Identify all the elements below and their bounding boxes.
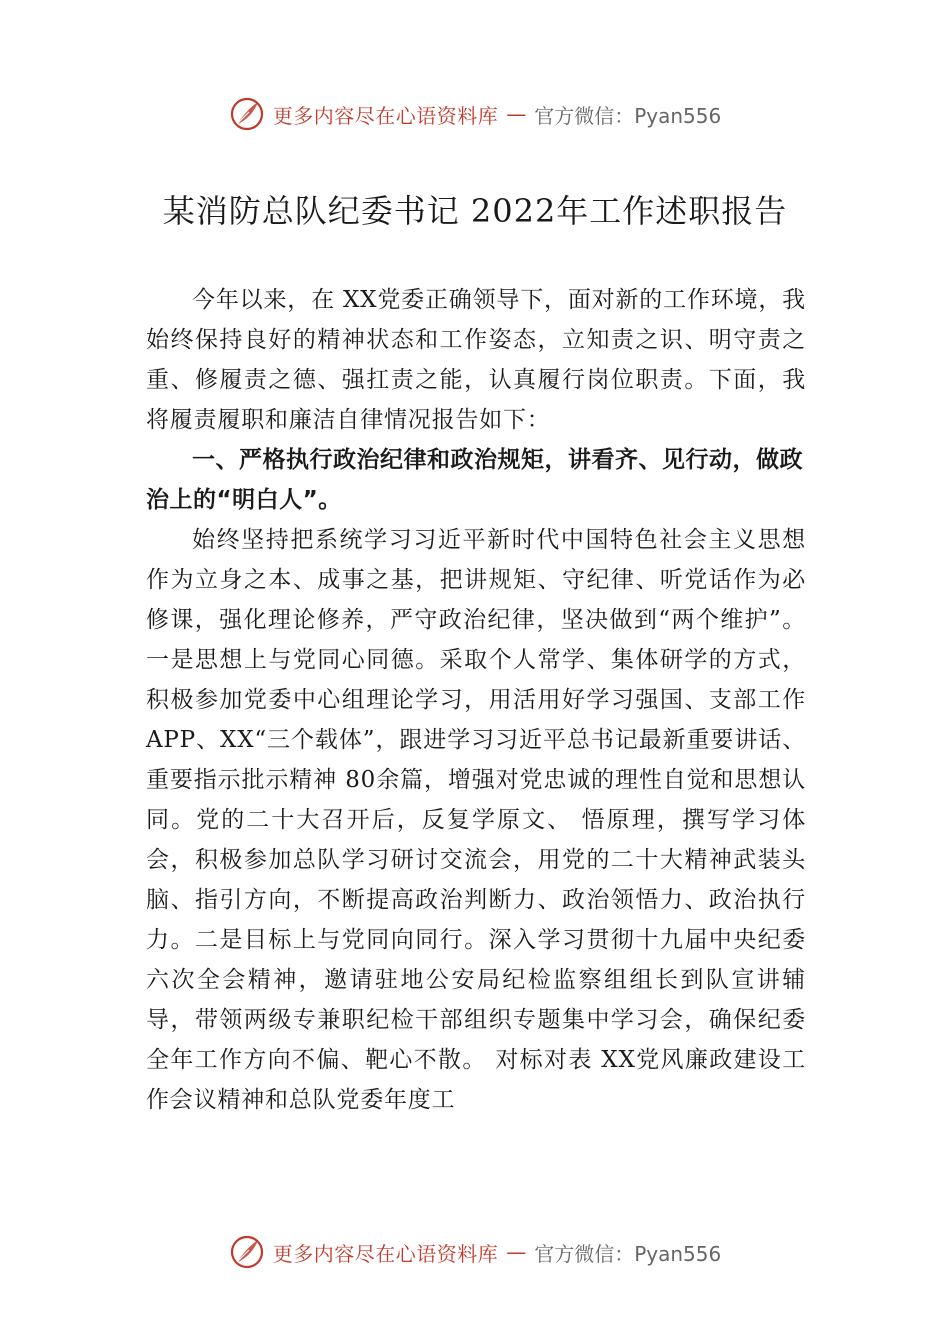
intro-paragraph: 今年以来，在 XX党委正确领导下，面对新的工作环境，我始终保持良好的精神状态和工作姿态，立知责之识、明守责之重、修履责之德、强扛责之能，认真履行岗位职责。下面，我将履责履职和廉洁自律情况报告如下： [146, 287, 806, 433]
section-1-paragraph: 始终坚持把系统学习习近平新时代中国特色社会主义思想作为立身之本、成事之基，把讲规矩、守纪律、听党话作为必修课，强化理论修养，严守政治纪律，坚决做到“两个维护”。一是思想上与党同心同德。采取个人常学、集体研学的方式，积极参加党委中心组理论学习，用活用好学习强国、支部工作 APP、XX“三个载体”，跟进学习习近平总书记最新重要讲话、重要指示批示精神 80余篇，增强对党忠诚的理性自觉和思想认同。党的二十大召开后，反复学原文、 悟原理，撰写学习体会，积极参加总队学习研讨交流会，用党的二十大精神武装头脑、指引方向，不断提高政治判断力、政治领悟力、政治执行力。二是目标上与党同向同行。深入学习贯彻十九届中央纪委六次全会精神，邀请驻地公安局纪检监察组组长到队宣讲辅导，带领两级专兼职纪检干部组织专题集中学习会，确保纪委全年工作方向不偏、靶心不散。 对标对表 XX党风廉政建设工作会议精神和总队党委年度工 [146, 527, 806, 1113]
watermark-site-text: 更多内容尽在心语资料库 [272, 1241, 499, 1266]
document-title: 某消防总队纪委书记 2022年工作述职报告 [162, 192, 788, 230]
watermark-wechat-text: 官方微信：Pyan556 [534, 103, 722, 128]
watermark-wechat-text: 官方微信：Pyan556 [534, 1241, 722, 1266]
watermark-banner-bottom [0, 1232, 950, 1272]
feather-pen-logo-icon [229, 96, 265, 132]
section-heading-1: 一、严格执行政治纪律和政治规矩，讲看齐、见行动，做政治上的“明白人”。 [146, 447, 803, 513]
document-body [146, 280, 806, 1120]
watermark-banner-top [0, 94, 950, 134]
watermark-site-text: 更多内容尽在心语资料库 [272, 103, 499, 128]
watermark-dash: — [506, 1240, 527, 1264]
watermark-dash: — [506, 102, 527, 126]
feather-pen-logo-icon [229, 1234, 265, 1270]
